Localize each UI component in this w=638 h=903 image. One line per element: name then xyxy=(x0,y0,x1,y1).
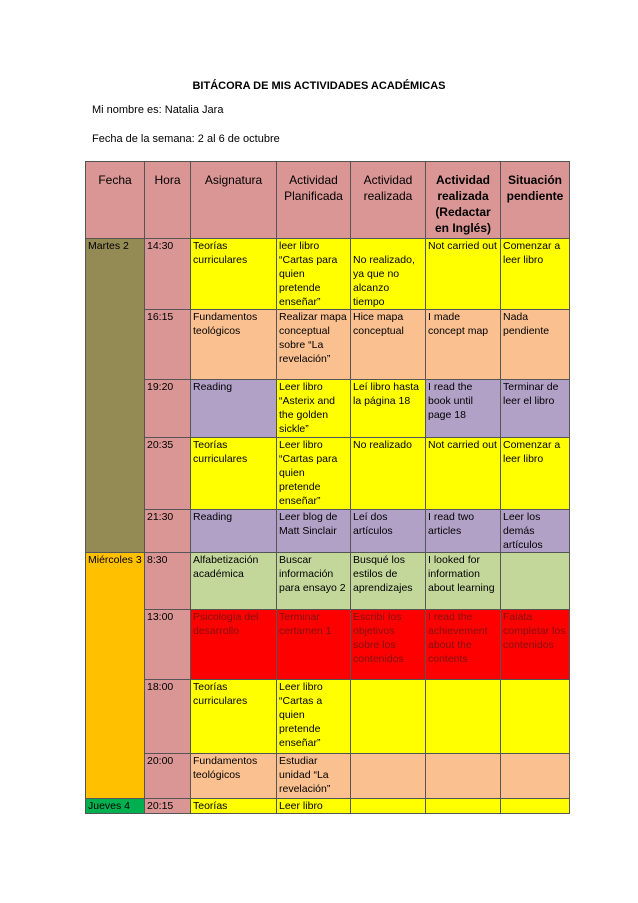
pending-cell xyxy=(501,553,570,610)
done-english-cell xyxy=(426,754,501,799)
table-row xyxy=(86,799,570,814)
table-row xyxy=(86,438,570,510)
time-cell: 18:00 xyxy=(145,680,191,754)
done-english-cell: I looked for information about learning xyxy=(426,553,501,610)
activity-log-table xyxy=(85,161,570,814)
done-cell: No realizado, ya que no alcanzo tiempo xyxy=(351,239,426,310)
done-english-cell xyxy=(426,680,501,754)
table-row xyxy=(86,380,570,438)
planned-cell: Leer libro “Asterix and the golden sickle” xyxy=(277,380,351,438)
pending-cell xyxy=(501,799,570,814)
header-row xyxy=(86,162,570,239)
done-cell xyxy=(351,799,426,814)
table-row xyxy=(86,310,570,380)
header-planificada: Actividad Planificada xyxy=(277,162,351,239)
pending-cell: Faiata completar los contenidos xyxy=(501,610,570,680)
time-cell: 20:35 xyxy=(145,438,191,510)
header-realizada: Actividad realizada xyxy=(351,162,426,239)
header-hora: Hora xyxy=(145,162,191,239)
done-cell xyxy=(351,680,426,754)
table-row xyxy=(86,754,570,799)
time-cell: 16:15 xyxy=(145,310,191,380)
table-row xyxy=(86,610,570,680)
done-english-cell: I read the book until page 18 xyxy=(426,380,501,438)
done-english-cell: I read two articles xyxy=(426,510,501,553)
table-row xyxy=(86,680,570,754)
table-row xyxy=(86,510,570,553)
pending-cell xyxy=(501,680,570,754)
time-cell: 8:30 xyxy=(145,553,191,610)
subject-cell: Alfabetización académica xyxy=(191,553,277,610)
planned-cell: leer libro “Cartas para quien pretende enseñar” xyxy=(277,239,351,310)
pending-cell: Leer los demás artículos xyxy=(501,510,570,553)
subject-cell: Teorías xyxy=(191,799,277,814)
subject-cell: Fundamentos teológicos xyxy=(191,310,277,380)
table-row xyxy=(86,553,570,610)
planned-cell: Realizar mapa conceptual sobre “La revelación” xyxy=(277,310,351,380)
time-cell: 20:15 xyxy=(145,799,191,814)
week-date-line: Fecha de la semana: 2 al 6 de octubre xyxy=(92,133,280,145)
done-cell xyxy=(351,754,426,799)
done-cell: No realizado xyxy=(351,438,426,510)
time-cell: 14:30 xyxy=(145,239,191,310)
planned-cell: Estudiar unidad “La revelación” xyxy=(277,754,351,799)
planned-cell: Buscar información para ensayo 2 xyxy=(277,553,351,610)
time-cell: 20:00 xyxy=(145,754,191,799)
header-realizada-ingles: Actividad realizada (Redactar en Inglés) xyxy=(426,162,501,239)
planned-cell: Terminar certamen 1 xyxy=(277,610,351,680)
subject-cell: Fundamentos teológicos xyxy=(191,754,277,799)
pending-cell: Nada pendiente xyxy=(501,310,570,380)
done-cell: Leí dos artículos xyxy=(351,510,426,553)
done-cell: Leí libro hasta la página 18 xyxy=(351,380,426,438)
done-cell: Escribí los objetivos sobre los contenidos xyxy=(351,610,426,680)
header-asignatura: Asignatura xyxy=(191,162,277,239)
subject-cell: Reading xyxy=(191,380,277,438)
time-cell: 13:00 xyxy=(145,610,191,680)
planned-cell: Leer blog de Matt Sinclair xyxy=(277,510,351,553)
table-row xyxy=(86,239,570,310)
done-english-cell: Not carried out xyxy=(426,438,501,510)
pending-cell xyxy=(501,754,570,799)
done-english-cell: I made concept map xyxy=(426,310,501,380)
pending-cell: Comenzar a leer libro xyxy=(501,438,570,510)
day-cell-miercoles: Miércoles 3 xyxy=(86,553,145,799)
subject-cell: Reading xyxy=(191,510,277,553)
time-cell: 21:30 xyxy=(145,510,191,553)
pending-cell: Comenzar a leer libro xyxy=(501,239,570,310)
done-english-cell xyxy=(426,799,501,814)
planned-cell: Leer libro xyxy=(277,799,351,814)
done-english-cell: Not carried out xyxy=(426,239,501,310)
planned-cell: Leer libro “Cartas a quien pretende enseñar” xyxy=(277,680,351,754)
header-fecha: Fecha xyxy=(86,162,145,239)
done-cell: Busqué los estilos de aprendizajes xyxy=(351,553,426,610)
time-cell: 19:20 xyxy=(145,380,191,438)
day-cell-jueves: Jueves 4 xyxy=(86,799,145,814)
subject-cell: Teorías curriculares xyxy=(191,438,277,510)
pending-cell: Terminar de leer el libro xyxy=(501,380,570,438)
subject-cell: Psicología del desarrollo xyxy=(191,610,277,680)
header-pendiente: Situación pendiente xyxy=(501,162,570,239)
subject-cell: Teorías curriculares xyxy=(191,680,277,754)
done-english-cell: I read the achievement about the contents xyxy=(426,610,501,680)
student-name-line: Mi nombre es: Natalia Jara xyxy=(92,104,224,116)
subject-cell: Teorías curriculares xyxy=(191,239,277,310)
page-title: BITÁCORA DE MIS ACTIVIDADES ACADÉMICAS xyxy=(192,80,446,92)
planned-cell: Leer libro “Cartas para quien pretende enseñar” xyxy=(277,438,351,510)
done-cell: Hice mapa conceptual xyxy=(351,310,426,380)
day-cell-martes: Martes 2 xyxy=(86,239,145,553)
